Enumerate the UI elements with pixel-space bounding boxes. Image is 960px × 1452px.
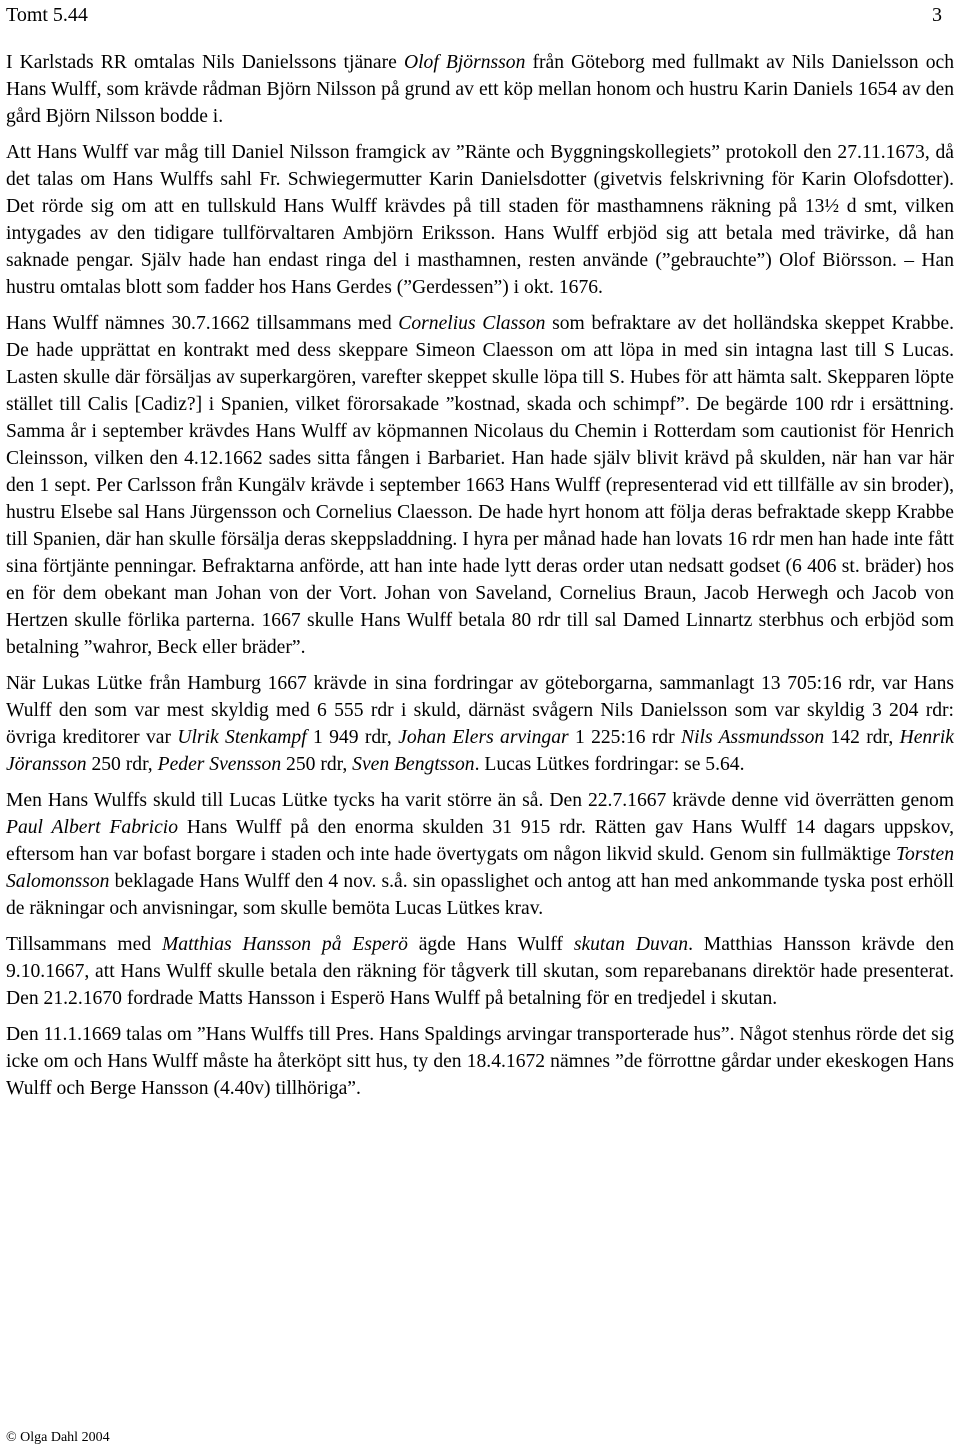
italic-name-run: Sven Bengtsson	[352, 754, 475, 775]
italic-name-run: Johan Elers arvingar	[398, 727, 569, 748]
italic-name-run: Nils Assmundsson	[681, 727, 825, 748]
text-run: . Matthias Hansson krävde den 9.10.1667, att Hans Wulff skulle betala den räkning för tågverk till skutan, som reparebanans direktör hade presenterat. Den 21.2.1670 fordrade Matts Hansson i Esperö Hans Wulff på betalning för en tredjedel i skutan.	[6, 934, 955, 1009]
italic-name-run: Torsten Salomonsson	[6, 844, 954, 892]
text-run: 142 rdr,	[824, 727, 900, 748]
text-run: från Göteborg med fullmakt av Nils Danielsson och Hans Wulff, som krävde rådman Björn Nilsson på grund av ett köp mellan honom och hustru Karin Daniels 1654 av den gård Björn Nilsson bodde i.	[6, 52, 954, 127]
italic-name-run: Ulrik Stenkampf	[177, 727, 307, 748]
page-header	[6, 0, 954, 29]
text-run: När Lukas Lütke från Hamburg 1667 krävde in sina fordringar av göteborgarna, sammanlagt 13 705:16 rdr, var Hans Wulff den som var mest skyldig med 6 555 rdr i skuld, därnäst svågern Nils Danielsson som var skyldig 3 204 rdr: övriga kreditorer var	[6, 673, 954, 748]
italic-name-run: skutan Duvan	[573, 934, 689, 955]
paragraph	[6, 1021, 954, 1102]
italic-name-run: Cornelius Classon	[398, 313, 546, 334]
text-run: I Karlstads RR omtalas Nils Danielssons tjänare	[6, 52, 404, 73]
text-run: 250 rdr,	[86, 754, 158, 775]
text-run: Hans Wulff nämnes 30.7.1662 tillsammans med	[6, 313, 399, 334]
text-run: 1 949 rdr,	[306, 727, 399, 748]
document-body	[6, 49, 954, 1102]
italic-name-run: Matthias Hansson på Esperö	[161, 934, 408, 955]
paragraph	[6, 931, 954, 1012]
copyright-footer: © Olga Dahl 2004	[6, 1430, 110, 1445]
paragraph	[6, 787, 954, 922]
paragraph	[6, 310, 954, 661]
document-title: Tomt 5.44	[6, 4, 88, 26]
paragraph	[6, 139, 954, 301]
text-run: Att Hans Wulff var måg till Daniel Nilsson framgick av ”Ränte och Byggningskollegiets” protokoll den 27.11.1673, då det talas om Hans Wulffs sahl Fr. Schwiegermutter Karin Danielsdotter (givetvis felskrivning för Karin Olofsdotter). Det rörde sig om att en tullskuld Hans Wulff krävdes på till staden för masthamnens räkning på 13½ d smt, vilken intygades av den tidigare tullförvaltaren Ambjörn Eriksson. Hans Wulff erbjöd sig att betala med trävirke, då han saknade pengar. Själv hade han endast ringa del i masthamnen, resten använde (”gebrauchte”) Olof Biörsson. – Han hustru omtalas blott som fadder hos Hans Gerdes (”Gerdessen”) i okt. 1676.	[6, 142, 954, 298]
text-run: Men Hans Wulffs skuld till Lucas Lütke tycks ha varit större än så. Den 22.7.1667 krävde denne vid överrätten genom	[6, 790, 954, 811]
text-run: 250 rdr,	[281, 754, 353, 775]
text-run: som befraktare av det holländska skeppet Krabbe. De hade upprättat en kontrakt med dess skeppare Simeon Claesson om att löpa in med sin intagna last till S Lucas. Lasten skulle där försäljas av superkargören, varefter skeppet skulle löpa till S. Hubes för att hämta salt. Skepparen löpte stället till Calis [Cadiz?] i Spanien, vilket förorsakade ”kostnad, skada och schimpf”. De begärde 100 rdr i ersättning. Samma år i september krävdes Hans Wulff av köpmannen Nicolaus du Chemin i Rotterdam som cautionist för Henrich Cleinsson, vilken den 4.12.1662 sades sitta fången i Barbariet. Han hade själv blivit krävd på skulden, när han var här den 1 sept. Per Carlsson från Kungälv krävde i september 1663 Hans Wulff (representerad vid ett tillfälle av sin broder), hustru Elsebe sal Hans Jürgensson och Cornelius Claesson. De hade hyrt honom att följa deras befraktade skepp Krabbe till Spanien, där han skulle försälja deras skeppsladdning. I hyra per månad hade han lovats 16 rdr men han hade inte fått sina förtjänte penningar. Befraktarna anförde, att han inte hade lytt deras order utan nedsatt godset (6 406 st. bräder) hos en för dem obekant man Johan von der Vort. Johan von Saveland, Cornelius Braun, Jacob Herwegh och Jacob von Hertzen skulle förlika parterna. 1667 skulle Hans Wulff betala 80 rdr till sal Damed Linnartz sterbhus och erbjöd som betalning ”wahror, Beck eller bräder”.	[6, 313, 954, 658]
italic-name-run: Olof Björnsson	[403, 52, 526, 73]
text-run: Tillsammans med	[6, 934, 162, 955]
italic-name-run: Peder Svensson	[157, 754, 282, 775]
paragraph	[6, 49, 954, 130]
text-run: Hans Wulff på den enorma skulden 31 915 rdr. Rätten gav Hans Wulff 14 dagars uppskov, eftersom han var bofast borgare i staden och inte hade övertygats om någon likvid skuld. Genom sin fullmäktige	[6, 817, 954, 865]
italic-name-run: Paul Albert Fabricio	[6, 817, 179, 838]
italic-name-run: Henrik Jöransson	[6, 727, 954, 775]
text-run: beklagade Hans Wulff den 4 nov. s.å. sin opasslighet och antog att han med ankommande tyska post erhöll de räkningar och anvisningar, som skulle bemöta Lucas Lütkes krav.	[6, 871, 954, 919]
text-run: Den 11.1.1669 talas om ”Hans Wulffs till Pres. Hans Spaldings arvingar transporterade hus”. Något stenhus rörde det sig icke om och Hans Wulff måste ha återköpt sitt hus, ty den 18.4.1672 nämnes ”de förrottne gårdar under ekeskogen Hans Wulff och Berge Hansson (4.40v) tillhöriga”.	[6, 1024, 954, 1099]
paragraph	[6, 670, 954, 778]
text-run: . Lucas Lütkes fordringar: se 5.64.	[474, 754, 745, 775]
page-number: 3	[932, 4, 942, 26]
text-run: ägde Hans Wulff	[407, 934, 574, 955]
text-run: 1 225:16 rdr	[568, 727, 682, 748]
